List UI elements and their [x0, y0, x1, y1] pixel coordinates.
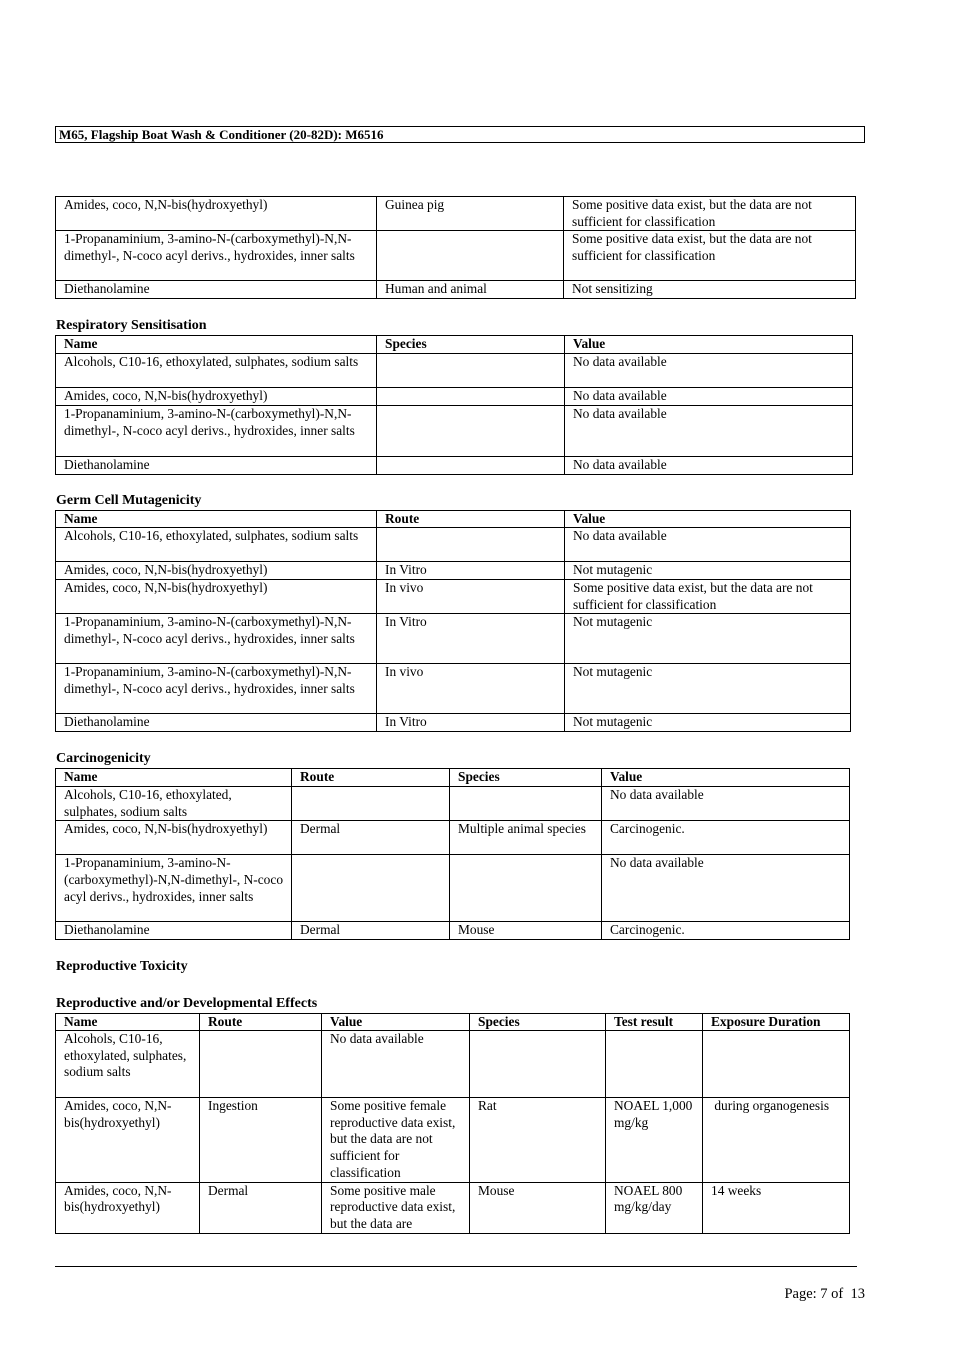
- table-cell: Some positive data exist, but the data are not sufficient for classification: [564, 231, 856, 281]
- table-cell: [377, 354, 565, 388]
- column-header: Exposure Duration: [703, 1014, 850, 1031]
- table-cell: No data available: [322, 1031, 470, 1098]
- column-header: Species: [377, 336, 565, 354]
- table-cell: Amides, coco, N,N-bis(hydroxyethyl): [56, 821, 292, 855]
- column-header: Species: [470, 1014, 606, 1031]
- table-cell: [377, 406, 565, 457]
- germ-cell-mutagenicity-table: [55, 510, 851, 732]
- table-cell: Amides, coco, N,N-bis(hydroxyethyl): [56, 562, 377, 580]
- skin-sensitisation-table: [55, 196, 856, 299]
- table-cell: Diethanolamine: [56, 922, 292, 940]
- page-number: Page: 7 of 13: [784, 1286, 865, 1302]
- table-row: [56, 1031, 850, 1098]
- table-cell: Diethanolamine: [56, 457, 377, 475]
- table-cell: In Vitro: [377, 562, 565, 580]
- table-cell: Amides, coco, N,N-bis(hydroxyethyl): [56, 1098, 200, 1183]
- section-title-reproductive: Reproductive Toxicity: [56, 959, 188, 974]
- table-header-row: [56, 769, 850, 787]
- table-cell: Carcinogenic.: [602, 821, 850, 855]
- table-body: [56, 197, 856, 299]
- table-header-row: [56, 1014, 850, 1031]
- table-cell: Amides, coco, N,N-bis(hydroxyethyl): [56, 580, 377, 614]
- table-cell: [606, 1031, 703, 1098]
- column-header: Route: [200, 1014, 322, 1031]
- column-header: Name: [56, 769, 292, 787]
- table-row: [56, 528, 851, 562]
- table-cell: Some positive female reproductive data exist, but the data are not sufficient for classification: [322, 1098, 470, 1183]
- table-row: [56, 354, 853, 388]
- table-row: [56, 1182, 850, 1233]
- footer-divider: [55, 1266, 857, 1267]
- section-title-mutagenicity: Germ Cell Mutagenicity: [56, 493, 202, 508]
- table-cell: Not sensitizing: [564, 281, 856, 299]
- table-cell: No data available: [565, 457, 853, 475]
- table-cell: 1-Propanaminium, 3-amino-N-(carboxymethyl)-N,N-dimethyl-, N-coco acyl derivs., hydroxides, inner salts: [56, 231, 377, 281]
- table-cell: 1-Propanaminium, 3-amino-N-(carboxymethyl)-N,N-dimethyl-, N-coco acyl derivs., hydroxides, inner salts: [56, 614, 377, 664]
- table-cell: [292, 787, 450, 821]
- table-row: [56, 1098, 850, 1183]
- table-cell: No data available: [565, 406, 853, 457]
- table-row: [56, 787, 850, 821]
- table-cell: during organogenesis: [703, 1098, 850, 1183]
- table-cell: [292, 855, 450, 922]
- table-cell: Amides, coco, N,N-bis(hydroxyethyl): [56, 197, 377, 231]
- table-cell: Some positive data exist, but the data are not sufficient for classification: [565, 580, 851, 614]
- table-row: [56, 457, 853, 475]
- table-cell: Alcohols, C10-16, ethoxylated, sulphates, sodium salts: [56, 787, 292, 821]
- table-header-row: [56, 336, 853, 354]
- table-cell: [703, 1031, 850, 1098]
- table-row: [56, 855, 850, 922]
- table-cell: 1-Propanaminium, 3-amino-N-(carboxymethyl)-N,N-dimethyl-, N-coco acyl derivs., hydroxides, inner salts: [56, 664, 377, 714]
- table-cell: Not mutagenic: [565, 562, 851, 580]
- column-header: Value: [565, 336, 853, 354]
- table-cell: Multiple animal species: [450, 821, 602, 855]
- table-cell: Mouse: [470, 1182, 606, 1233]
- table-cell: No data available: [602, 787, 850, 821]
- section-title-respiratory: Respiratory Sensitisation: [56, 318, 207, 333]
- column-header: Test result: [606, 1014, 703, 1031]
- table-cell: Dermal: [292, 922, 450, 940]
- table-cell: No data available: [565, 388, 853, 406]
- table-cell: In vivo: [377, 664, 565, 714]
- table-cell: Mouse: [450, 922, 602, 940]
- table-cell: [450, 855, 602, 922]
- table-cell: [377, 457, 565, 475]
- table-row: [56, 664, 851, 714]
- respiratory-sensitisation-table: [55, 335, 853, 475]
- table-cell: [450, 787, 602, 821]
- section-title-carcinogenicity: Carcinogenicity: [56, 751, 151, 766]
- column-header: Name: [56, 511, 377, 528]
- table-cell: Amides, coco, N,N-bis(hydroxyethyl): [56, 388, 377, 406]
- reproductive-effects-table: [55, 1013, 850, 1234]
- table-cell: Diethanolamine: [56, 281, 377, 299]
- table-cell: Amides, coco, N,N-bis(hydroxyethyl): [56, 1182, 200, 1233]
- table-cell: Some positive male reproductive data exist, but the data are: [322, 1182, 470, 1233]
- table-cell: Alcohols, C10-16, ethoxylated, sulphates, sodium salts: [56, 528, 377, 562]
- table-cell: In Vitro: [377, 614, 565, 664]
- table-cell: Rat: [470, 1098, 606, 1183]
- table-cell: [377, 528, 565, 562]
- table-cell: NOAEL 800 mg/kg/day: [606, 1182, 703, 1233]
- table-cell: 14 weeks: [703, 1182, 850, 1233]
- table-row: [56, 197, 856, 231]
- table-cell: [377, 231, 564, 281]
- table-cell: 1-Propanaminium, 3-amino-N-(carboxymethyl)-N,N-dimethyl-, N-coco acyl derivs., hydroxides, inner salts: [56, 406, 377, 457]
- table-cell: Alcohols, C10-16, ethoxylated, sulphates, sodium salts: [56, 354, 377, 388]
- table-row: [56, 231, 856, 281]
- table-header-row: [56, 511, 851, 528]
- table-row: [56, 406, 853, 457]
- table-cell: Ingestion: [200, 1098, 322, 1183]
- table-row: [56, 714, 851, 732]
- table-cell: Guinea pig: [377, 197, 564, 231]
- column-header: Species: [450, 769, 602, 787]
- column-header: Name: [56, 336, 377, 354]
- table-cell: Not mutagenic: [565, 714, 851, 732]
- table-row: [56, 562, 851, 580]
- column-header: Name: [56, 1014, 200, 1031]
- column-header: Route: [292, 769, 450, 787]
- carcinogenicity-table: [55, 768, 850, 940]
- table-cell: Some positive data exist, but the data are not sufficient for classification: [564, 197, 856, 231]
- table-row: [56, 614, 851, 664]
- table-cell: [200, 1031, 322, 1098]
- table-cell: No data available: [602, 855, 850, 922]
- section-subtitle-reproductive-effects: Reproductive and/or Developmental Effects: [56, 996, 318, 1011]
- table-cell: Diethanolamine: [56, 714, 377, 732]
- table-cell: Human and animal: [377, 281, 564, 299]
- table-cell: Not mutagenic: [565, 664, 851, 714]
- table-row: [56, 281, 856, 299]
- table-cell: [377, 388, 565, 406]
- table-row: [56, 922, 850, 940]
- table-cell: NOAEL 1,000 mg/kg: [606, 1098, 703, 1183]
- table-cell: Carcinogenic.: [602, 922, 850, 940]
- column-header: Value: [565, 511, 851, 528]
- document-header: M65, Flagship Boat Wash & Conditioner (20-82D): M6516: [55, 126, 865, 143]
- table-cell: Not mutagenic: [565, 614, 851, 664]
- column-header: Route: [377, 511, 565, 528]
- table-row: [56, 580, 851, 614]
- table-row: [56, 388, 853, 406]
- table-cell: Dermal: [292, 821, 450, 855]
- table-cell: In vivo: [377, 580, 565, 614]
- table-row: [56, 821, 850, 855]
- table-cell: Dermal: [200, 1182, 322, 1233]
- table-cell: In Vitro: [377, 714, 565, 732]
- table-cell: No data available: [565, 354, 853, 388]
- column-header: Value: [322, 1014, 470, 1031]
- table-cell: [470, 1031, 606, 1098]
- column-header: Value: [602, 769, 850, 787]
- table-cell: No data available: [565, 528, 851, 562]
- table-cell: Alcohols, C10-16, ethoxylated, sulphates, sodium salts: [56, 1031, 200, 1098]
- table-cell: 1-Propanaminium, 3-amino-N-(carboxymethyl)-N,N-dimethyl-, N-coco acyl derivs., hydroxides, inner salts: [56, 855, 292, 922]
